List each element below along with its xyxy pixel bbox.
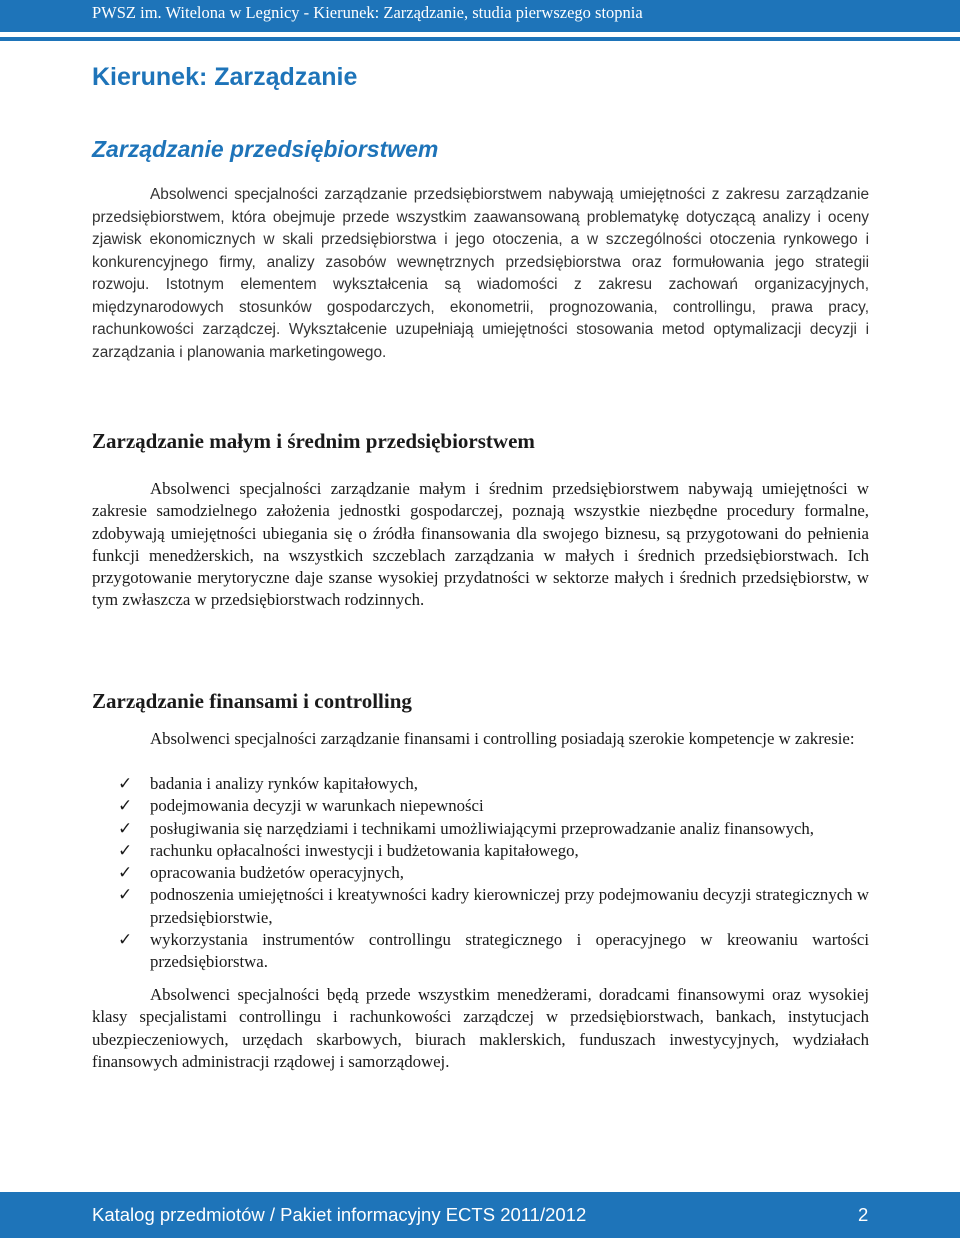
list-item xyxy=(92,862,869,884)
list-item-text: posługiwania się narzędziami i technikami umożliwiającymi przeprowadzanie analiz finansowych, xyxy=(150,818,815,838)
page-number: 2 xyxy=(858,1204,869,1225)
checkmark-icon: ✓ xyxy=(118,818,133,839)
footer-text: Katalog przedmiotów / Pakiet informacyjny ECTS 2011/2012 xyxy=(92,1204,587,1225)
checkmark-icon: ✓ xyxy=(118,796,133,817)
section-outro-3: Absolwenci specjalności będą przede wszystkim menedżerami, doradcami finansowymi oraz wysokiej klasy specjalistami controllingu i rachunkowości zarządczej w przedsiębiorstwach, bankach, instytucjach ubezpieczeniowych, urzędach skarbowych, biurach maklerskich, funduszach inwestycyjnych, wydziałach finansowych administracji rządowej i samorządowej. xyxy=(92,985,869,1071)
checkmark-icon: ✓ xyxy=(118,774,133,794)
competence-list xyxy=(92,773,869,974)
section-paragraph-1: Absolwenci specjalności zarządzanie przedsiębiorstwem nabywają umiejętności z zakresu zarządzanie przedsiębiorstwem, która obejmuje przede wszystkim zaawansowaną problematykę dotyczącą analizy i oceny zjawisk ekonomicznych w skali przedsiębiorstwa i jego otoczenia, a w szczególności otoczenia rynkowego i konkurencyjnego firmy, analizy zasobów wewnętrznych przedsiębiorstwa oraz formułowania jego strategii rozwoju. Istotnym elementem wykształcenia są wiadomości z zakresu zachowań organizacyjnych, międzynarodowych stosunków gospodarczych, ekonometrii, prognozowania, controllingu, prawa pracy, rachunkowości zarządczej. Wykształcenie uzupełniają umiejętności stosowania metod optymalizacji decyzji i zarządzania i planowania marketingowego. xyxy=(92,186,869,361)
header-bar xyxy=(0,0,960,32)
section-title-3: Zarządzanie finansami i controlling xyxy=(92,689,412,713)
checkmark-icon: ✓ xyxy=(118,930,133,951)
section-title-1: Zarządzanie przedsiębiorstwem xyxy=(92,136,439,162)
list-item-text: podnoszenia umiejętności i kreatywności kadry kierowniczej przy podejmowaniu decyzji strategicznych w przedsiębiorstwie, xyxy=(150,885,869,927)
footer-bar xyxy=(0,1192,960,1238)
list-item-text: badania i analizy rynków kapitałowych, xyxy=(150,774,418,793)
list-item xyxy=(92,773,869,795)
list-item-text: podejmowania decyzji w warunkach niepewności xyxy=(150,796,484,816)
list-item xyxy=(92,840,869,862)
header-rule xyxy=(0,37,960,41)
checkmark-icon: ✓ xyxy=(118,885,133,906)
list-item xyxy=(92,884,869,929)
list-item xyxy=(92,795,869,817)
checkmark-icon: ✓ xyxy=(118,840,133,861)
list-item-text: opracowania budżetów operacyjnych, xyxy=(150,863,404,883)
section-intro-3: Absolwenci specjalności zarządzanie finansami i controlling posiadają szerokie kompetencje w zakresie: xyxy=(150,729,855,748)
section-title-2: Zarządzanie małym i średnim przedsiębiorstwem xyxy=(92,429,535,453)
list-item-text: wykorzystania instrumentów controllingu strategicznego i operacyjnego w kreowaniu wartości przedsiębiorstwa. xyxy=(150,930,869,972)
list-item xyxy=(92,929,869,974)
list-item xyxy=(92,818,869,840)
header-text: PWSZ im. Witelona w Legnicy - Kierunek: Zarządzanie, studia pierwszego stopnia xyxy=(92,3,643,22)
checkmark-icon: ✓ xyxy=(118,863,133,884)
list-item-text: rachunku opłacalności inwestycji i budżetowania kapitałowego, xyxy=(150,840,579,860)
section-paragraph-2: Absolwenci specjalności zarządzanie małym i średnim przedsiębiorstwem nabywają umiejętności w zakresie samodzielnego założenia jednostki gospodarczej, poznają wszystkie niezbędne procedury formalne, zdobywają umiejętności ubiegania się o źródła finansowania dla swojego biznesu, są przygotowani do pełnienia funkcji menedżerskich, na wszystkich szczeblach zarządzania w małych i średnich przedsiębiorstwach. Ich przygotowanie merytoryczne daje szanse wysokiej przydatności w sektorze małych i średnich przedsiębiorstw, w tym zwłaszcza w przedsiębiorstwach rodzinnych. xyxy=(92,479,869,610)
page-title: Kierunek: Zarządzanie xyxy=(92,63,358,91)
